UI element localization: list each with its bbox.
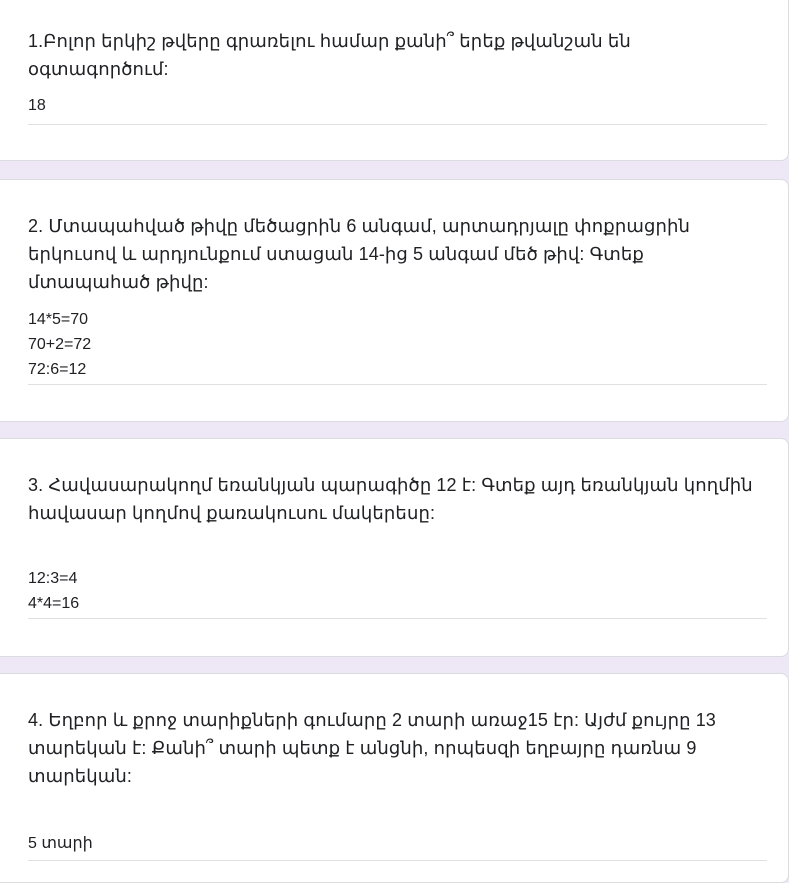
answer-line: 12:3=4 xyxy=(28,570,78,587)
question-title-4: 4. Եղբոր և քրոջ տարիքների գումարը 2 տարի առաջ15 էր: Այժմ քույրը 13 տարեկան է: Քանի՞ տարի պետք է անցնի, որպեսզի եղբայրը դառնա 9 տարեկան: xyxy=(28,710,716,786)
answer-field-4[interactable] xyxy=(28,831,767,861)
question-title-3: 3. Հավասարակողմ եռանկյան պարագիծը 12 է: Գտեք այդ եռանկյան կողմին հավասար կողմով քառակուսու մակերեսը: xyxy=(28,475,753,523)
answer-line: 70+2=72 xyxy=(28,336,92,353)
question-card-3 xyxy=(0,438,789,657)
question-card-1 xyxy=(0,0,789,161)
question-card-4 xyxy=(0,673,789,883)
question-card-2 xyxy=(0,179,789,422)
answer-field-3[interactable] xyxy=(28,566,767,619)
answer-line: 4*4=16 xyxy=(28,595,80,612)
answer-field-1[interactable] xyxy=(28,93,767,125)
question-title-1: 1.Բոլոր երկիշ թվերը գրառելու համար քանի՞ երեք թվանշան են օգտագործում: xyxy=(28,31,631,79)
question-title-2: 2. Մտապահված թիվը մեծացրին 6 անգամ, արտադրյալը փոքրացրին երկուսով և արդյունքում ստացան 14-ից 5 անգամ մեծ թիվ: Գտեք մտապահած թիվը: xyxy=(28,216,690,292)
answer-line: 14*5=70 xyxy=(28,311,89,328)
answer-line: 72:6=12 xyxy=(28,361,87,378)
answer-line: 18 xyxy=(28,97,46,114)
answer-field-2[interactable] xyxy=(28,307,767,385)
answer-line: 5 տարի xyxy=(28,835,93,852)
